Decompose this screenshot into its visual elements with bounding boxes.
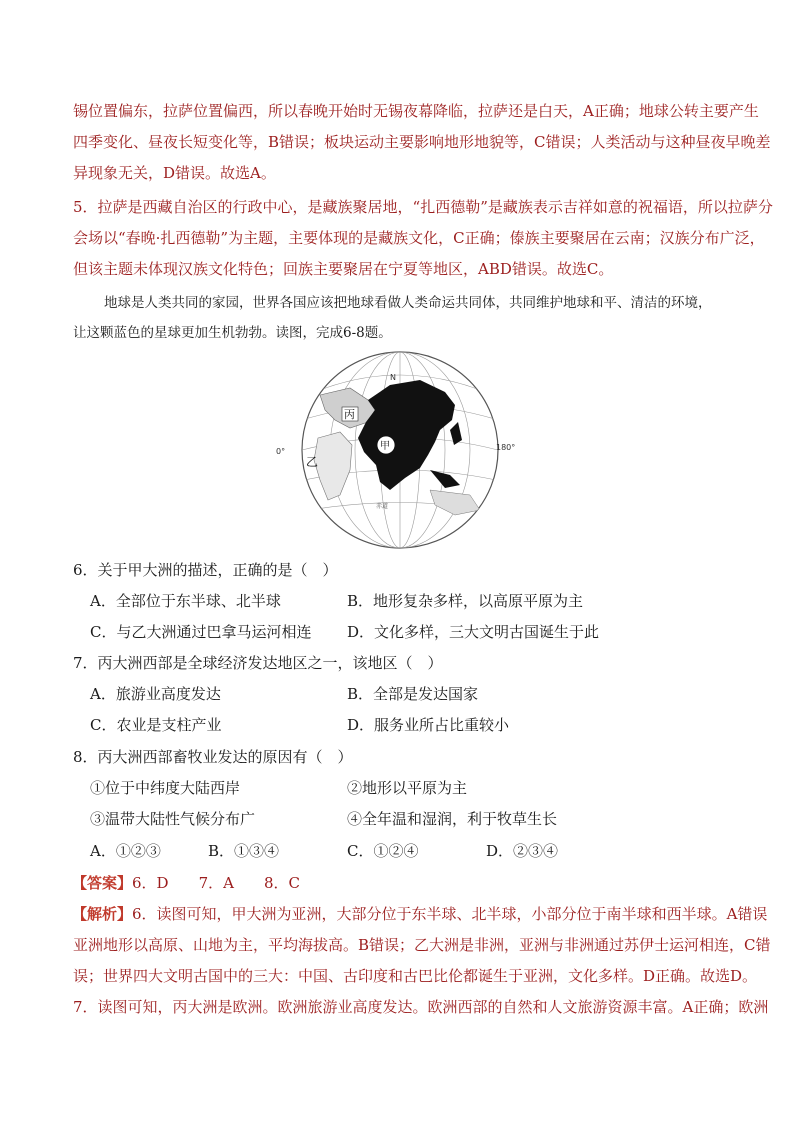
- label-north: N: [390, 373, 396, 382]
- q8-stem: 8．丙大洲西部畜牧业发达的原因有（ ）: [73, 748, 353, 766]
- q6-option-a: A．全部位于东半球、北半球: [90, 592, 281, 610]
- globe-map-svg: [276, 350, 520, 550]
- q8-statement-1: ①位于中纬度大陆西岸: [90, 779, 241, 797]
- label-yi: 乙: [306, 455, 319, 469]
- label-equator: 赤道: [376, 503, 389, 510]
- analysis-line: 亚洲地形以高原、山地为主，平均海拔高。B错误；乙大洲是非洲，亚洲与非洲通过苏伊士运河相连，C错: [73, 936, 771, 954]
- analysis-line: [72, 903, 767, 924]
- intro-line: 地球是人类共同的家园，世界各国应该把地球看做人类命运共同体，共同维护地球和平、清洁的环境，: [104, 295, 712, 311]
- q7-option-d: D．服务业所占比重较小: [347, 716, 510, 734]
- q7-option-c: C．农业是支柱产业: [90, 716, 222, 734]
- explanation-line: 四季变化、昼夜长短变化等，B错误；板块运动主要影响地形地貌等，C错误；人类活动与这种昼夜早晚差: [73, 133, 771, 151]
- q6-stem: 6．关于甲大洲的描述，正确的是（ ）: [73, 561, 338, 579]
- explanation-line: 锡位置偏东，拉萨位置偏西，所以春晚开始时无锡夜幕降临，拉萨还是白天，A正确；地球公转主要产生: [73, 102, 759, 120]
- q6-option-c: C．与乙大洲通过巴拿马运河相连: [90, 623, 312, 641]
- q5-explanation-line: 但该主题未体现汉族文化特色；回族主要聚居在宁夏等地区，ABD错误。故选C。: [73, 260, 614, 278]
- q8-statement-2: ②地形以平原为主: [347, 779, 468, 797]
- analysis-line: 误；世界四大文明古国中的三大：中国、古印度和古巴比伦都诞生于亚洲，文化多样。D正确。故选D。: [73, 967, 758, 985]
- q6-option-d: D．文化多样，三大文明古国诞生于此: [347, 623, 600, 641]
- globe-map: [276, 350, 520, 550]
- answer-text: 6．D 7．A 8．C: [132, 874, 300, 892]
- answer-line: [72, 872, 300, 893]
- q5-explanation-line: 会场以“春晚·扎西德勒”为主题，主要体现的是藏族文化，C正确；傣族主要聚居在云南；汉族分布广泛，: [73, 229, 765, 247]
- q8-statement-4: ④全年温和湿润，利于牧草生长: [347, 810, 558, 828]
- analysis-tag: 【解析】: [72, 905, 133, 923]
- answer-tag: 【答案】: [72, 874, 133, 892]
- intro-line: 让这颗蓝色的星球更加生机勃勃。读图，完成6-8题。: [73, 325, 392, 341]
- q6-option-b: B．地形复杂多样，以高原平原为主: [347, 592, 584, 610]
- label-bing: 丙: [344, 408, 355, 421]
- explanation-line: 异现象无关，D错误。故选A。: [73, 164, 276, 182]
- q8-option-b: B．①③④: [208, 842, 280, 860]
- label-180deg: 180°: [496, 443, 516, 452]
- q7-option-a: A．旅游业高度发达: [90, 685, 221, 703]
- q8-option-a: A．①②③: [90, 842, 161, 860]
- analysis-line: 7．读图可知，丙大洲是欧洲。欧洲旅游业高度发达。欧洲西部的自然和人文旅游资源丰富。A正确；欧洲: [73, 998, 769, 1016]
- q8-statement-3: ③温带大陆性气候分布广: [90, 810, 256, 828]
- q5-explanation-line: 5．拉萨是西藏自治区的行政中心，是藏族聚居地，“扎西德勒”是藏族表示吉祥如意的祝福语，所以拉萨分: [73, 198, 773, 216]
- analysis-text: 6．读图可知，甲大洲为亚洲，大部分位于东半球、北半球，小部分位于南半球和西半球。A错误: [132, 905, 768, 923]
- label-jia: 甲: [380, 441, 390, 452]
- q7-option-b: B．全部是发达国家: [347, 685, 479, 703]
- q8-option-d: D．②③④: [486, 842, 559, 860]
- q8-option-c: C．①②④: [347, 842, 419, 860]
- label-0deg: 0°: [276, 447, 286, 456]
- q7-stem: 7．丙大洲西部是全球经济发达地区之一，该地区（ ）: [73, 654, 443, 672]
